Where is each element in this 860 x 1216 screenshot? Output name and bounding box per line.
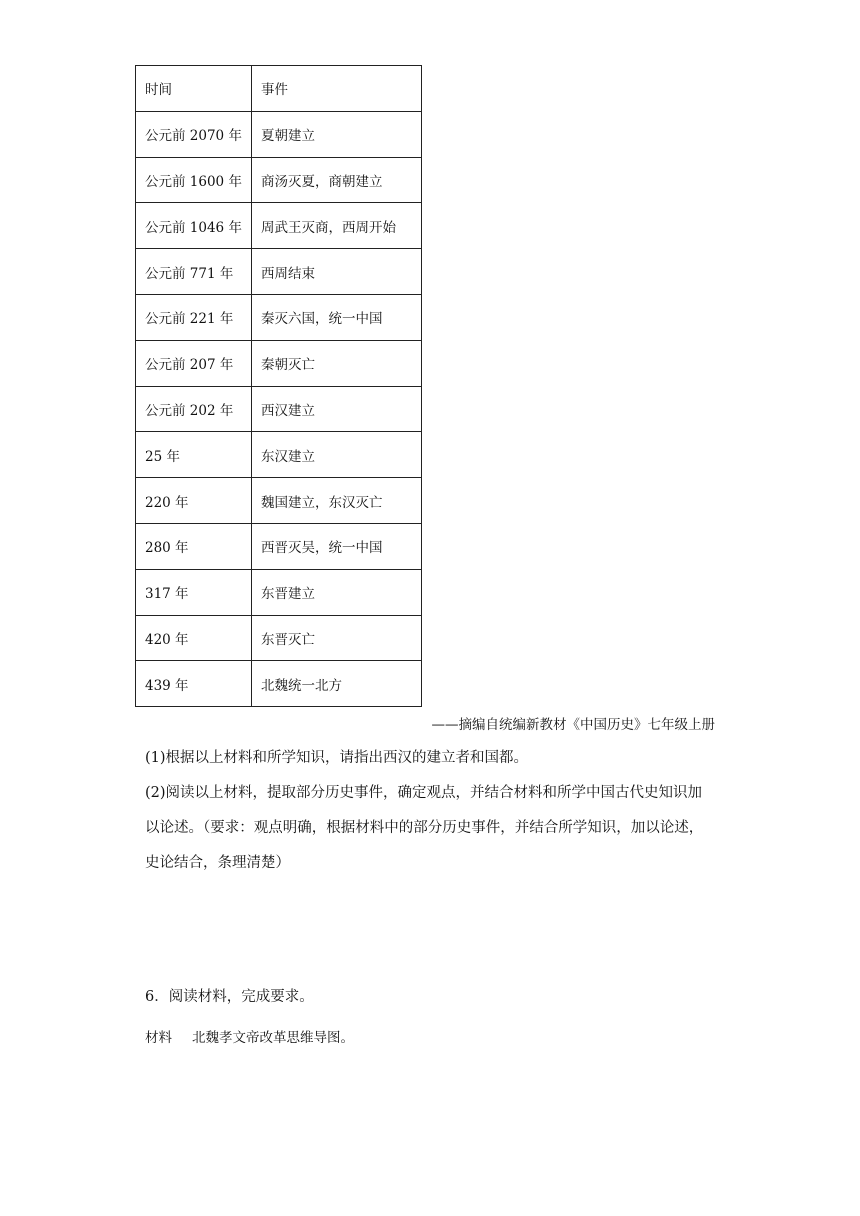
table-row bbox=[136, 111, 422, 157]
table-row bbox=[136, 661, 422, 707]
time-cell: 420 年 bbox=[136, 615, 252, 661]
question-2-line-3: 史论结合，条理清楚） bbox=[145, 855, 290, 871]
time-cell: 25 年 bbox=[136, 432, 252, 478]
time-cell: 317 年 bbox=[136, 569, 252, 615]
table-row bbox=[136, 203, 422, 249]
time-cell: 公元前 1600 年 bbox=[136, 157, 252, 203]
table-row bbox=[136, 569, 422, 615]
table-row bbox=[136, 249, 422, 295]
material-text: 北魏孝文帝改革思维导图。 bbox=[192, 1030, 354, 1046]
question-6-heading: 6．阅读材料，完成要求。 bbox=[145, 989, 314, 1005]
event-cell: 魏国建立，东汉灭亡 bbox=[252, 478, 422, 524]
event-cell: 秦朝灭亡 bbox=[252, 340, 422, 386]
event-cell: 西晋灭吴，统一中国 bbox=[252, 523, 422, 569]
source-citation: ——摘编自统编新教材《中国历史》七年级上册 bbox=[431, 717, 715, 733]
timeline-table-body bbox=[136, 66, 422, 707]
event-cell: 周武王灭商，西周开始 bbox=[252, 203, 422, 249]
time-cell: 时间 bbox=[136, 66, 252, 112]
event-cell: 夏朝建立 bbox=[252, 111, 422, 157]
time-cell: 公元前 202 年 bbox=[136, 386, 252, 432]
time-cell: 280 年 bbox=[136, 523, 252, 569]
table-row bbox=[136, 340, 422, 386]
time-cell: 公元前 1046 年 bbox=[136, 203, 252, 249]
event-cell: 秦灭六国，统一中国 bbox=[252, 294, 422, 340]
event-cell: 商汤灭夏，商朝建立 bbox=[252, 157, 422, 203]
question-2-line-2: 以论述。（要求：观点明确，根据材料中的部分历史事件，并结合所学知识，加以论述， bbox=[145, 820, 704, 836]
event-cell: 西汉建立 bbox=[252, 386, 422, 432]
table-row bbox=[136, 386, 422, 432]
table-row bbox=[136, 294, 422, 340]
event-cell: 西周结束 bbox=[252, 249, 422, 295]
event-cell: 北魏统一北方 bbox=[252, 661, 422, 707]
material-line bbox=[145, 1026, 354, 1046]
event-cell: 事件 bbox=[252, 66, 422, 112]
question-2-line-1: (2)阅读以上材料，提取部分历史事件，确定观点，并结合材料和所学中国古代史知识加 bbox=[145, 785, 703, 801]
time-cell: 公元前 207 年 bbox=[136, 340, 252, 386]
time-cell: 公元前 771 年 bbox=[136, 249, 252, 295]
table-header-row bbox=[136, 66, 422, 112]
timeline-table bbox=[135, 65, 422, 707]
question-1: (1)根据以上材料和所学知识，请指出西汉的建立者和国都。 bbox=[145, 750, 529, 766]
time-cell: 公元前 2070 年 bbox=[136, 111, 252, 157]
table-row bbox=[136, 523, 422, 569]
time-cell: 公元前 221 年 bbox=[136, 294, 252, 340]
time-cell: 439 年 bbox=[136, 661, 252, 707]
table-row bbox=[136, 478, 422, 524]
table-row bbox=[136, 157, 422, 203]
time-cell: 220 年 bbox=[136, 478, 252, 524]
table-row bbox=[136, 432, 422, 478]
event-cell: 东晋建立 bbox=[252, 569, 422, 615]
event-cell: 东汉建立 bbox=[252, 432, 422, 478]
material-label: 材料 bbox=[145, 1030, 172, 1046]
event-cell: 东晋灭亡 bbox=[252, 615, 422, 661]
table-row bbox=[136, 615, 422, 661]
